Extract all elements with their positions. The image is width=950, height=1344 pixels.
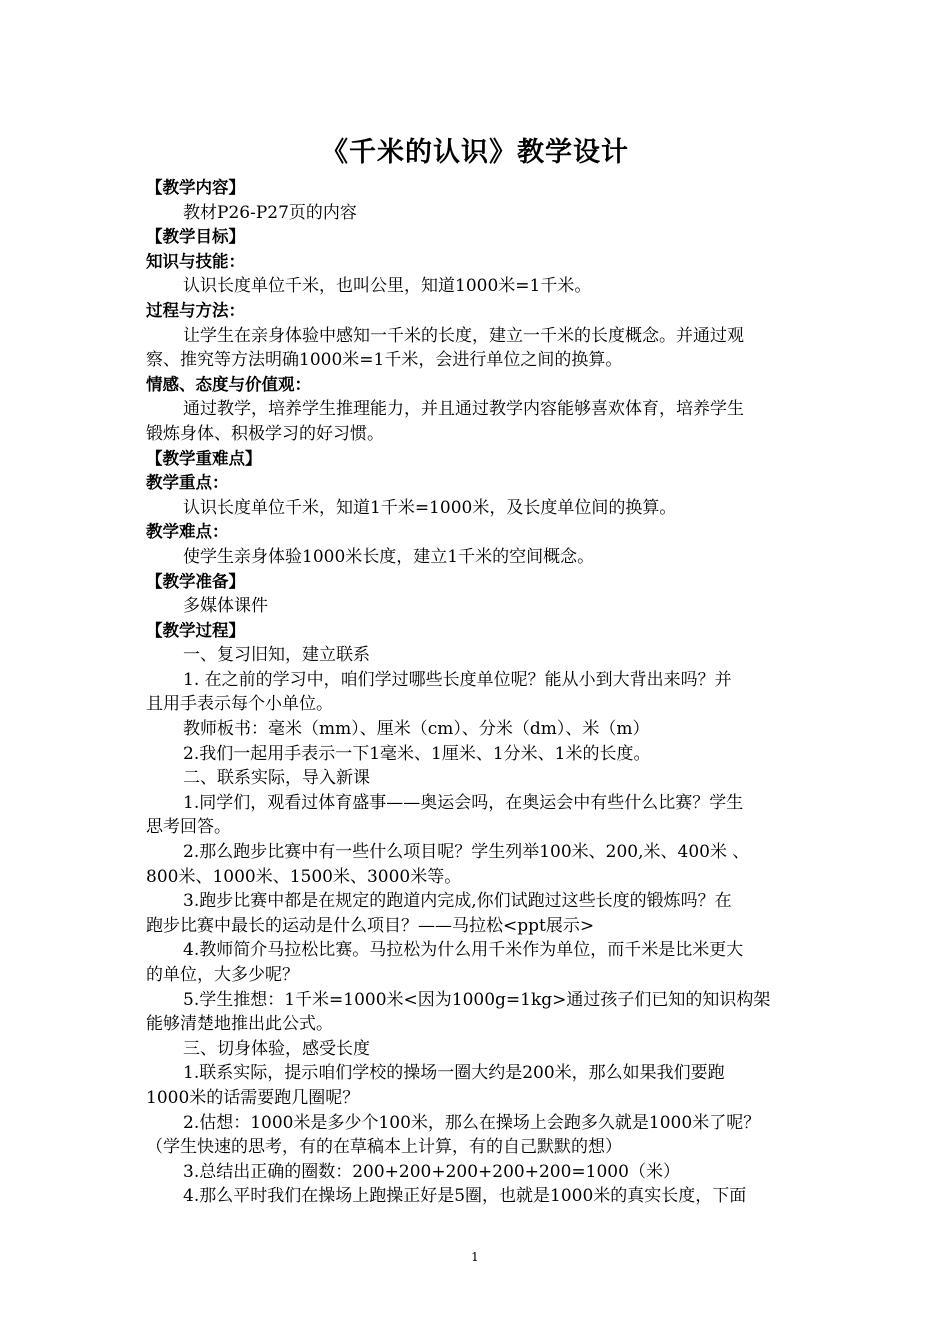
paragraph-line: 跑步比赛中最长的运动是什么项目？——马拉松<ppt展示>: [146, 915, 595, 936]
section-heading: 【教学内容】: [146, 178, 245, 197]
paragraph-line: 1.联系实际，提示咱们学校的操场一圈大约是200米，那么如果我们要跑: [183, 1063, 725, 1084]
paragraph-line: 三、切身体验，感受长度: [183, 1038, 370, 1059]
paragraph-line: 1. 在之前的学习中，咱们学过哪些长度单位呢？能从小到大背出来吗？并: [183, 669, 732, 690]
paragraph-line: 2.我们一起用手表示一下1毫米、1厘米、1分米、1米的长度。: [183, 743, 651, 764]
paragraph-line: 2.估想：1000米是多少个100米，那么在操场上会跑多久就是1000米了呢？: [183, 1112, 761, 1133]
subsection-heading: 教学难点：: [146, 522, 229, 542]
paragraph-line: （学生快速的思考，有的在草稿本上计算，有的自己默默的想）: [146, 1137, 622, 1158]
paragraph-line: 让学生在亲身体验中感知一千米的长度，建立一千米的长度概念。并通过观: [183, 325, 744, 346]
subsection-heading: 教学重点：: [146, 473, 229, 493]
page-number: 1: [471, 1250, 479, 1264]
section-heading: 【教学准备】: [146, 571, 245, 591]
paragraph-line: 且用手表示每个小单位。: [146, 694, 333, 715]
paragraph-line: 4.那么平时我们在操场上跑操正好是5圈，也就是1000米的真实长度，下面: [183, 1186, 747, 1207]
paragraph-line: 通过教学，培养学生推理能力，并且通过教学内容能够喜欢体育，培养学生: [183, 399, 744, 420]
paragraph-line: 1000米的话需要跑几圈呢？: [146, 1087, 360, 1108]
paragraph-line: 的单位，大多少呢？: [146, 965, 299, 985]
paragraph-line: 一、复习旧知，建立联系: [183, 645, 370, 666]
paragraph-line: 2.那么跑步比赛中有一些什么项目呢？学生列举100米、200,米、400米 、: [183, 842, 750, 863]
section-heading: 【教学重难点】: [146, 448, 262, 468]
paragraph-line: 3.跑步比赛中都是在规定的跑道内完成,你们试跑过这些长度的锻炼吗？在: [183, 891, 732, 912]
paragraph-line: 认识长度单位千米，也叫公里，知道1000米=1千米。: [183, 276, 592, 297]
paragraph-line: 二、联系实际，导入新课: [183, 768, 370, 789]
paragraph-line: 能够清楚地推出此公式。: [146, 1014, 333, 1035]
document-title: 《千米的认识》教学设计: [321, 137, 629, 168]
paragraph-line: 锻炼身体、积极学习的好习惯。: [146, 423, 384, 444]
paragraph-line: 认识长度单位千米，知道1千米=1000米，及长度单位间的换算。: [183, 497, 677, 518]
section-heading: 【教学目标】: [146, 227, 245, 247]
subsection-heading: 知识与技能：: [146, 251, 245, 271]
paragraph-line: 1.同学们，观看过体育盛事——奥运会吗，在奥运会中有些什么比赛？学生: [183, 792, 744, 813]
document-body: [146, 176, 816, 1209]
paragraph-line: 4.教师简介马拉松比赛。马拉松为什么用千米作为单位，而千米是比米更大: [183, 940, 744, 961]
section-heading: 【教学过程】: [146, 620, 245, 640]
subsection-heading: 过程与方法：: [146, 300, 245, 320]
paragraph-line: 800米、1000米、1500米、3000米等。: [146, 866, 462, 887]
paragraph-line: 5.学生推想：1千米=1000米<因为1000g=1kg>通过孩子们已知的知识构架: [183, 989, 771, 1010]
paragraph-line: 3.总结出正确的圈数：200+200+200+200+200=1000（米）: [183, 1161, 680, 1182]
paragraph-line: 教师板书：毫米（mm）、厘米（cm）、分米（dm）、米（m）: [183, 719, 650, 740]
paragraph-line: 教材P26-P27页的内容: [183, 202, 357, 223]
paragraph-line: 察、推究等方法明确1000米=1千米，会进行单位之间的换算。: [146, 350, 623, 371]
paragraph-line: 多媒体课件: [183, 596, 268, 617]
paragraph-line: 思考回答。: [146, 817, 231, 838]
subsection-heading: 情感、态度与价值观：: [146, 374, 311, 394]
paragraph-line: 使学生亲身体验1000米长度，建立1千米的空间概念。: [183, 546, 595, 567]
